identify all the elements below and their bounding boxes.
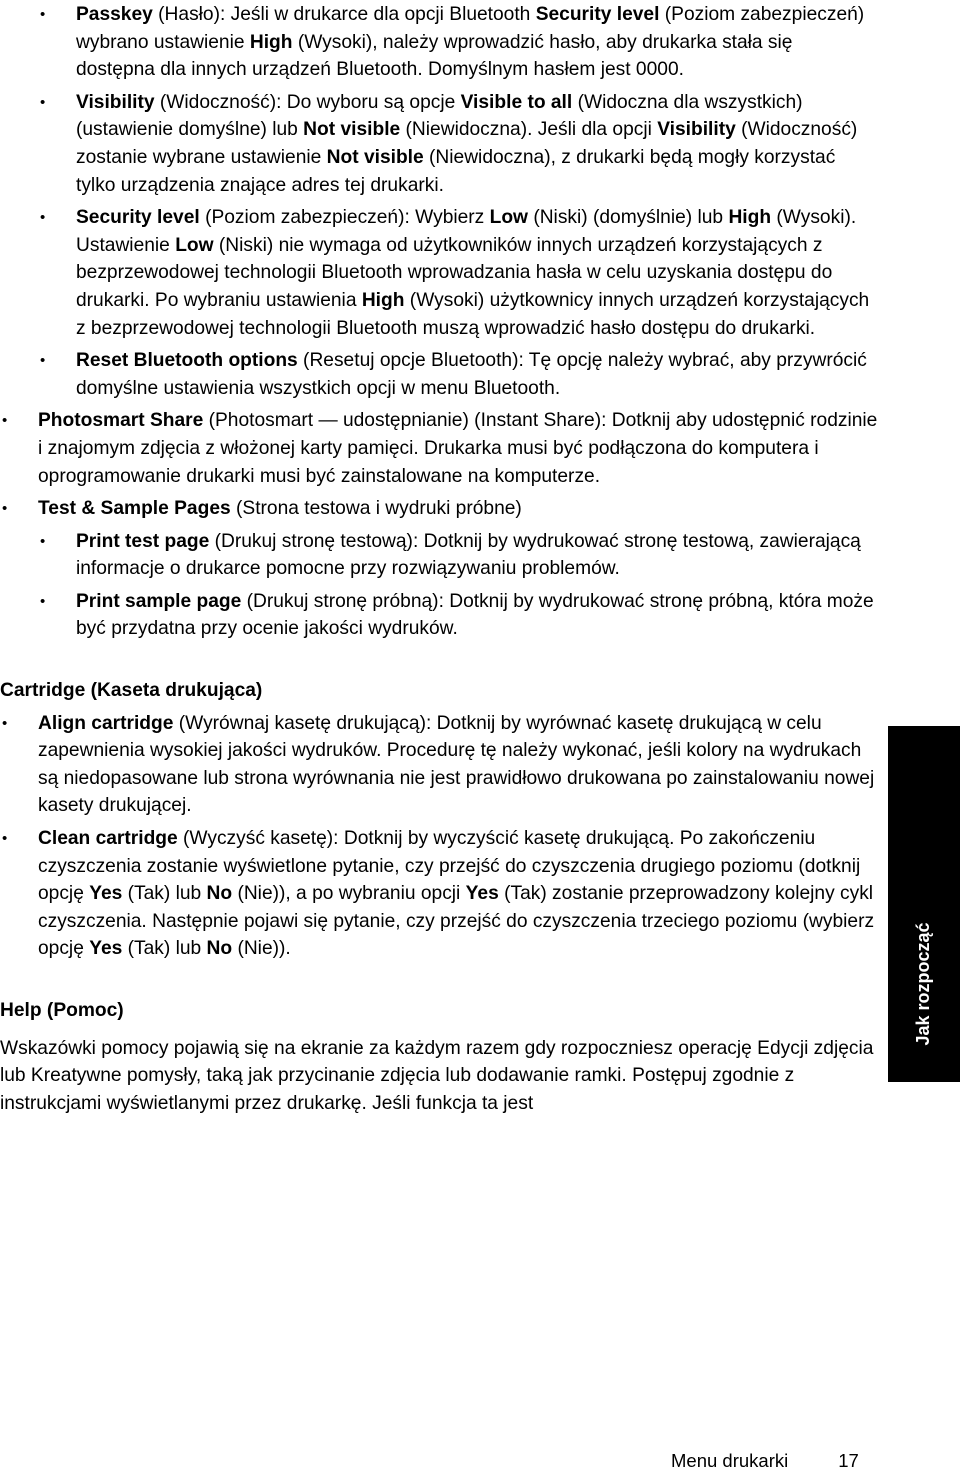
list-item-test-sample-pages: • Test & Sample Pages (Strona testowa i wydruki próbne) (0, 495, 880, 523)
footer-section-title: Menu drukarki (671, 1450, 789, 1471)
list-item-visibility: • Visibility (Widoczność): Do wyboru są opcje Visible to all (Widoczna dla wszystkich) (ustawienie domyślne) lub Not visible (Niewidoczna). Jeśli dla opcji Visibility (Widoczność) zostanie wybrane ustawienie Not visible (Niewidoczna), z drukarki będą mogły korzystać tylko urządzenia znające adres tej drukarki. (0, 89, 876, 199)
list-item-passkey: • Passkey (Hasło): Jeśli w drukarce dla opcji Bluetooth Security level (Poziom zabezpieczeń) wybrano ustawienie High (Wysoki), należy wprowadzić hasło, aby drukarka stała się dostępna dla innych urządzeń Bluetooth. Domyślnym hasłem jest 0000. (0, 1, 876, 84)
list-item-align-cartridge: • Align cartridge (Wyrównaj kasetę drukującą): Dotknij by wyrównać kasetę drukującą w celu zapewnienia wysokiej jakości wydruków. Procedurę tę należy wykonać, jeśli kolory na wydrukach są niedopasowane lub strona wyrównania nie jest prawidłowo drukowana po zainstalowaniu nowej kasety drukującej. (0, 710, 880, 820)
list-item-photosmart-share: • Photosmart Share (Photosmart — udostępnianie) (Instant Share): Dotknij aby udostępnić rodzinie i znajomym zdjęcia z włożonej karty pamięci. Drukarka musi być podłączona do komputera i oprogramowanie drukarki musi być zainstalowane na komputerze. (0, 407, 880, 490)
side-tab-label: Jak rozpocząć (913, 922, 934, 1046)
side-tab (888, 726, 960, 1082)
list-item-clean-cartridge: • Clean cartridge (Wyczyść kasetę): Dotknij by wyczyścić kasetę drukującą. Po zakończeniu czyszczenia zostanie wyświetlone pytanie, czy przejść do czyszczenia drugiego poziomu (dotknij opcję Yes (Tak) lub No (Nie)), a po wybraniu opcji Yes (Tak) zostanie przeprowadzony kolejny cykl czyszczenia. Następnie pojawi się pytanie, czy przejść do czyszczenia trzeciego poziomu (wybierz opcję Yes (Tak) lub No (Nie)). (0, 825, 880, 963)
section-heading-help: Help (Pomoc) (0, 1000, 124, 1021)
section-heading-cartridge: Cartridge (Kaseta drukująca) (0, 680, 263, 702)
list-item-security-level: • Security level (Poziom zabezpieczeń): Wybierz Low (Niski) (domyślnie) lub High (Wysoki). Ustawienie Low (Niski) nie wymaga od użytkowników innych urządzeń korzystających z bezprzewodowej technologii Bluetooth wprowadzania hasła w celu uzyskania dostępu do drukarki. Po wybraniu ustawienia High (Wysoki) użytkownicy innych urządzeń korzystających z bezprzewodowej technologii Bluetooth muszą wprowadzić hasło dostępu do drukarki. (0, 204, 876, 342)
list-item-print-test-page: • Print test page (Drukuj stronę testową): Dotknij by wydrukować stronę testową, zawierającą informacje o drukarce pomocne przy rozwiązywaniu problemów. (0, 528, 876, 583)
page-number: 17 (838, 1450, 859, 1471)
help-paragraph: Wskazówki pomocy pojawią się na ekranie za każdym razem gdy rozpoczniesz operację Edycji zdjęcia lub Kreatywne pomysły, taką jak przycinanie zdjęcia lub dodawanie ramki. Postępuj zgodnie z instrukcjami wyświetlanymi przez drukarkę. Jeśli funkcja ta jest (0, 1037, 874, 1114)
list-item-reset-bluetooth: • Reset Bluetooth options (Resetuj opcje Bluetooth): Tę opcję należy wybrać, aby przywrócić domyślne ustawienia wszystkich opcji w menu Bluetooth. (0, 347, 876, 402)
page-footer (671, 1449, 859, 1473)
list-item-print-sample-page: • Print sample page (Drukuj stronę próbną): Dotknij by wydrukować stronę próbną, która może być przydatna przy ocenie jakości wydruków. (0, 588, 876, 643)
